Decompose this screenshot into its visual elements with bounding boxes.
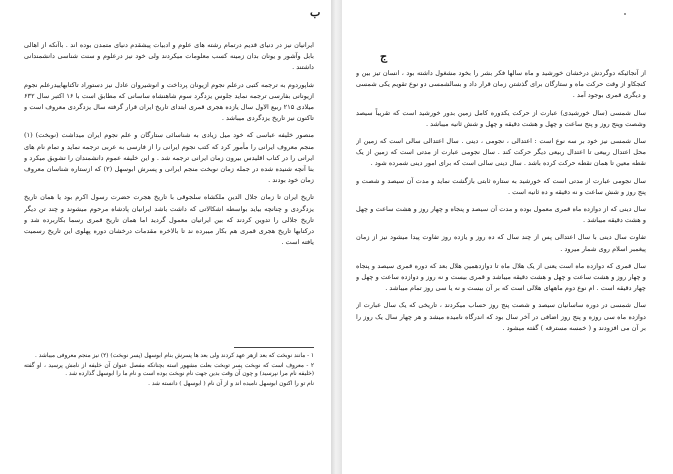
left-paragraph-3: منصور خلیفه عباسی که خود میل زیادی به شناسائی ستارگان و علم نجوم ایران میداشت (نوبخت) (۱) منجم معروف ایرانی را مأمور کرد که کتب نجوم ایرانی را از فارسی به عربی ترجمه نماید و تمام نام های ایرانی را در کتاب اقلیدس بیرون زمان ایرانی ترجمه شد . و این خلیفه عموم دانشمندان را تشویق میکرد و بنا آنچه شنیده شده در جمله زمان نوبخت منجم ایرانی و پسرش ابوسهل (۲) که ازستاره شناسان معروف زمان خود بودند .	[24, 131, 314, 185]
right-paragraph-6: تفاوت سال دینی با سال اعتدالی پس از چند سال که ده روز و یازده روز تفاوت پیدا میشود نیز از زمان پیغمبر اسلام روی شمار میرود .	[356, 233, 646, 253]
left-page-marker: ب	[310, 6, 321, 19]
book-gutter	[331, 0, 342, 474]
right-paragraph-2: سال شمسی (سال خورشیدی) عبارت از حرکت یکدوره کامل زمین بدور خورشید است که تقریباً سیصد وشصت وپنج روز و پنج ساعت و چهل و هشت دقیقه و چهل و شش ثانیه میباشد .	[356, 108, 646, 128]
left-page-footnotes	[24, 352, 314, 404]
left-page	[0, 0, 331, 474]
right-paragraph-3: سال شمسی نیز خود بر سه نوع است : اعتدالی ، نجومی ، دینی . سال اعتدالی سالی است که زمین از محل اعتدال ربیعی تا اعتدال ربیعی دیگر حرکت کند . سال نجومی عبارت از مدتی است که زمین از یک نقطه معین تا همان نقطه حرکت کرده باشد . سال دینی سالی است که برای امور دینی شمرده شود .	[356, 137, 646, 168]
left-paragraph-1: ایرانیان نیز در دنیای قدیم درتمام رشته های علوم و ادبیات پیشقدم دنیای متمدن بوده اند . باآنکه از اهالی بابل وآشور و یونان بدان زمینه کسب معلومات میکردند ولی خود نیز درعلوم و سنت شناسی دانشمندانی داشتند .	[24, 41, 314, 72]
footnote-1: ۱ - مانند نوبخت که بعد ازهر عهد کردند ولی بعد ها پسرش بنام ابوسهل (پسر نوبخت) (۲) نیز منجم معروفی میباشد .	[35, 353, 314, 359]
right-paragraph-5: سال دینی که از دوازده ماه قمری معمول بوده و مدت آن سیصد و پنجاه و چهار روز و هشت ساعت و چهل و هشت دقیقه میباشد .	[356, 205, 646, 225]
right-page-body	[356, 68, 646, 464]
footnote-3: نام تو را اکنون ابوسهل نامیده اند و از آن نام ( ابوسهل ) دانسته شد .	[148, 380, 314, 387]
left-paragraph-4: تاریخ ایران تا زمان جلال الدین ملکشاه سلجوقی با تاریخ هجرت حضرت رسول اکرم بود یا همان تاریخ یزدگردی و چنانچه بیاید بواسطه اشکالاتی که داشت باشد ایرانیان پادشاه مرحوم میشوند و چند تن دیگر تاریخ جلالی را تدوین کردند که بین ایرانیان معمول گردید اما همان تاریخ قمری رسما بکاربرده شد و درکتابها تاریخ هجری قمری هم بکار میبرده ند تا بالاخره مقدمات درخشان دوره پهلوی این تاریخ رسمیت یافته است .	[24, 193, 314, 247]
right-paragraph-8: سال شمسی در دوره ساسانیان سیصد و شصت پنج روز حساب میکردند ، تاریخی که یک سال عبارت از دوازده ماه سی روزه و پنج روز اضافی در آخر سال بود که اندرگاه نامیده میشد و هر چهار سال یک روز را بر آن می افزودند و ( خمسه مسترقه ) گفته میشود .	[356, 301, 646, 332]
right-paragraph-4: سال نجومی عبارت از مدتی است که خورشید به ستاره ثابتی بازگشت نماید و مدت آن سیصد و شصت و پنج روز و شش ساعت و نه دقیقه و ده ثانیه است .	[356, 176, 646, 196]
left-page-body	[24, 40, 314, 344]
right-paragraph-7: سال قمری که دوازده ماه است یعنی از یک هلال ماه تا دوازدهمین هلال بعد که دوره قمری سیصد و پنجاه و چهار روز و هشت ساعت و چهل و هشت دقیقه میباشد و قمری بیست و نه روز و دوازده ساعت و چهل و چهار دقیقه است . ام نوع دوم ماههای هلالی است که بر آن بیست و نه یا سی روز تمام میباشد .	[356, 261, 646, 293]
right-paragraph-1: از آنجائیکه دوگردش درخشان خورشید و ماه سالها فکر بشر را بخود مشغول داشته بود ، انسان تیز بین و کنجکاو از وقت حرکت ماه و ستارگان برای گذشتن زمان قرار داد و بسالشمسی دو نوع تقویم یکی شمسی و دیگری قمری بوجود آمد .	[356, 69, 646, 100]
right-page-marker: ج	[380, 50, 388, 63]
scan-speck	[624, 13, 626, 15]
left-paragraph-2: شاپوردوم به ترجمه کتبی درعلم نجوم ازیونان پرداخت و انوشیروان عادل نیز دستوراد تاکتابهاییدرعلم نجوم ازیونانی بفارسی ترجمه نماید جلوس یزدگرد سوم شاهنشاه ساسانی که مطابق است با ۱۶ اکتبر سال ۶۳۲ میلادی ۲۱۵ ربیع الاول سال یازده هجری قمری ابتدای تاریخ ایران قرار گرفته سال یزدگردی معروف است و تاکنون نیز تاریخ یزدگردی میباشد .	[24, 80, 314, 123]
right-page	[342, 0, 673, 474]
footnote-2: ۲ - معروف است که نوبخت پسر توبخت بعلت مشهور استه بچنانکه مفصل عنوان آن خلیفه از نامش پرسید ، او گفته (خلیفه نام مرا نپرسید) و چون آن وقت بدین جهت نام نوبخت بوده است و نام ما را ابوسهل گذارده شد .	[24, 362, 314, 378]
footnote-separator	[234, 347, 314, 348]
